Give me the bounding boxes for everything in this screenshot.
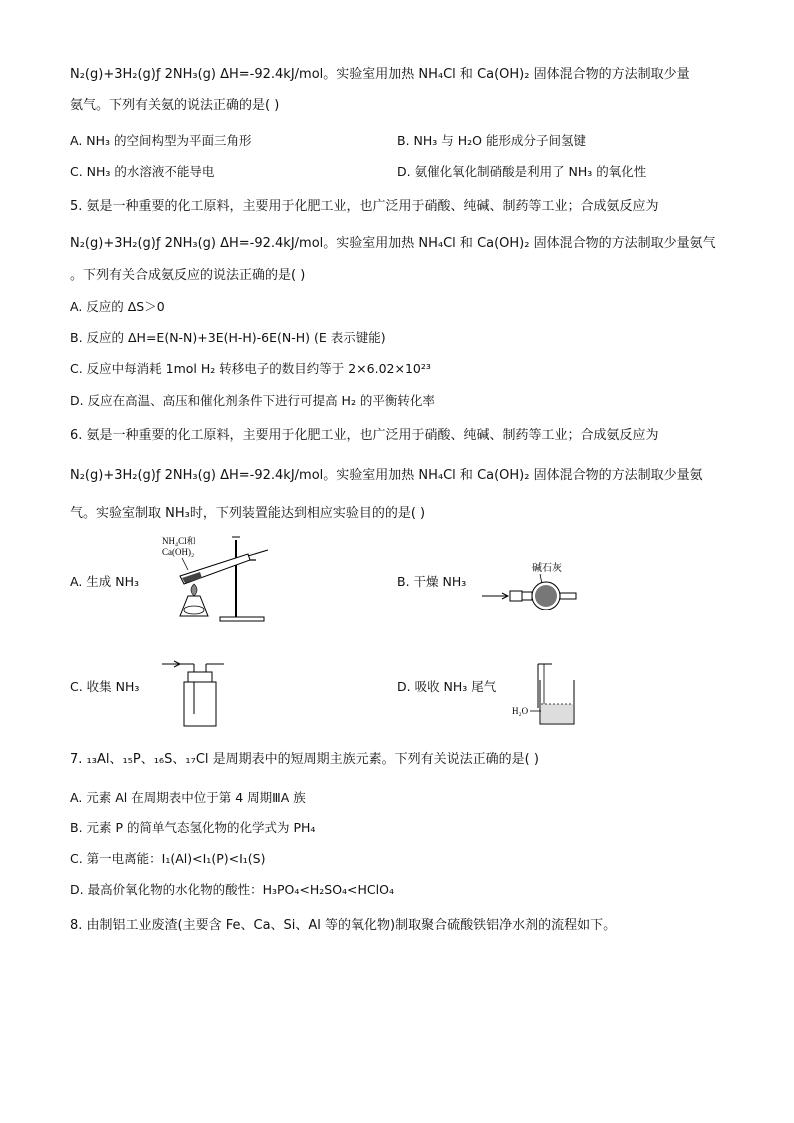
q7-option-c: C. 第一电离能：I₁(Al)<I₁(P)<I₁(S) <box>70 851 266 866</box>
q5-option-a: A. 反应的 ΔS＞0 <box>70 299 165 314</box>
q7-option-a: A. 元素 Al 在周期表中位于第 4 周期ⅢA 族 <box>70 790 306 805</box>
q6-option-c: C. 收集 NH₃ <box>70 679 140 694</box>
beaker-absorption-figure <box>510 660 580 728</box>
q7-option-d: D. 最高价氧化物的水化物的酸性：H₃PO₄<H₂SO₄<HClO₄ <box>70 882 394 897</box>
figure-d-label: H₂O <box>512 706 529 716</box>
figure-b-label: 碱石灰 <box>532 563 562 574</box>
q5-stem-line2: N₂(g)+3H₂(g)ƒ 2NH₃(g) ΔH=-92.4kJ/mol。实验室用加热 NH₄Cl 和 Ca(OH)₂ 固体混合物的方法制取少量氨气 <box>70 236 716 251</box>
q5-option-d: D. 反应在高温、高压和催化剂条件下进行可提高 H₂ 的平衡转化率 <box>70 393 435 408</box>
figure-a-label-2: Ca(OH)₂ <box>162 547 195 557</box>
q7-option-b: B. 元素 P 的简单气态氢化物的化学式为 PH₄ <box>70 820 316 835</box>
drying-tube-figure <box>480 560 580 610</box>
gas-collection-bottle-figure <box>160 658 230 728</box>
figure-a-label-1: NH₄Cl和 <box>162 536 196 546</box>
q6-option-a: A. 生成 NH₃ <box>70 574 140 589</box>
q6-option-d: D. 吸收 NH₃ 尾气 <box>397 679 497 694</box>
q7-stem: 7. ₁₃Al、₁₅P、₁₆S、₁₇Cl 是周期表中的短周期主族元素。下列有关说法正确的是( ) <box>70 752 539 767</box>
q4-stem-line2: 氨气。下列有关氨的说法正确的是( ) <box>70 98 280 113</box>
heating-apparatus-figure <box>148 532 278 628</box>
q6-stem-line2: N₂(g)+3H₂(g)ƒ 2NH₃(g) ΔH=-92.4kJ/mol。实验室用加热 NH₄Cl 和 Ca(OH)₂ 固体混合物的方法制取少量氨 <box>70 468 703 483</box>
q6-option-b: B. 干燥 NH₃ <box>397 574 467 589</box>
q6-stem-line3: 气。实验室制取 NH₃时，下列装置能达到相应实验目的的是( ) <box>70 506 426 521</box>
q5-stem-line1: 5. 氨是一种重要的化工原料，主要用于化肥工业，也广泛用于硝酸、纯碱、制药等工业；合成氨反应为 <box>70 199 659 214</box>
q4-option-d: D. 氨催化氧化制硝酸是利用了 NH₃ 的氧化性 <box>397 164 647 179</box>
q5-option-b: B. 反应的 ΔH=E(N-N)+3E(H-H)-6E(N-H) (E 表示键能) <box>70 330 386 345</box>
q5-option-c: C. 反应中每消耗 1mol H₂ 转移电子的数目约等于 2×6.02×10²³ <box>70 361 431 376</box>
q8-stem: 8. 由制铝工业废渣(主要含 Fe、Ca、Si、Al 等的氧化物)制取聚合硫酸铁铝净水剂的流程如下。 <box>70 918 617 933</box>
q4-option-a: A. NH₃ 的空间构型为平面三角形 <box>70 133 252 148</box>
q4-stem-line1: N₂(g)+3H₂(g)ƒ 2NH₃(g) ΔH=-92.4kJ/mol。实验室用加热 NH₄Cl 和 Ca(OH)₂ 固体混合物的方法制取少量 <box>70 67 690 82</box>
q4-option-b: B. NH₃ 与 H₂O 能形成分子间氢键 <box>397 133 586 148</box>
q4-option-c: C. NH₃ 的水溶液不能导电 <box>70 164 215 179</box>
q5-stem-line3: 。下列有关合成氨反应的说法正确的是( ) <box>70 268 306 283</box>
q6-stem-line1: 6. 氨是一种重要的化工原料，主要用于化肥工业，也广泛用于硝酸、纯碱、制药等工业；合成氨反应为 <box>70 428 659 443</box>
